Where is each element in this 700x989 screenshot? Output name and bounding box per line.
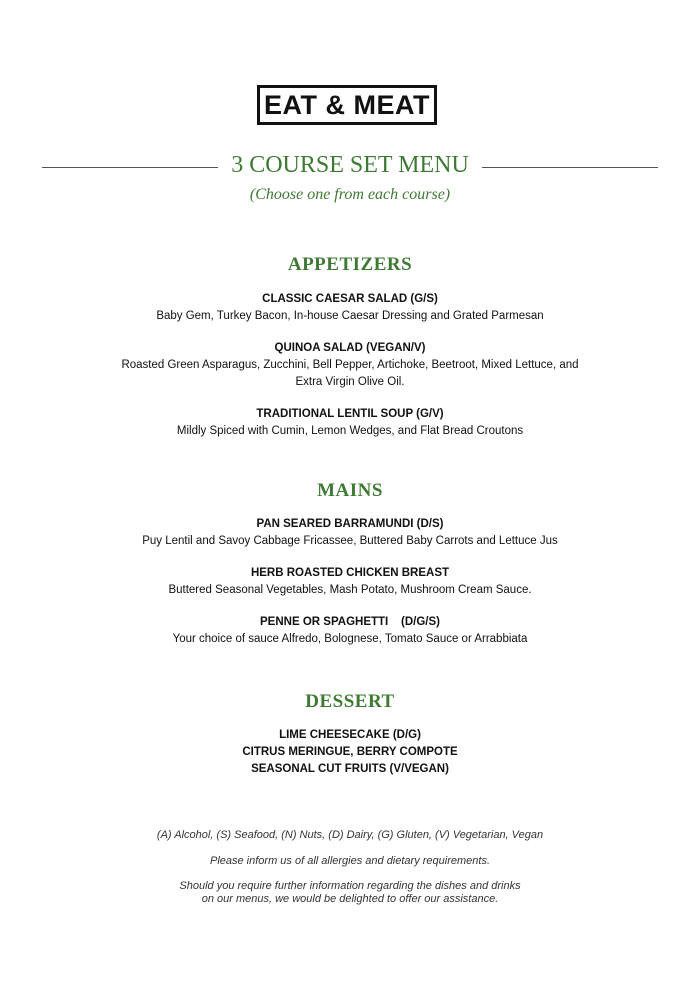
dish-name: PAN SEARED BARRAMUNDI (D/S) [256, 518, 444, 530]
info-notice-line1: Should you require further information regarding the dishes and drinks [179, 880, 521, 892]
logo: EAT & MEAT [257, 85, 437, 125]
dish-name: TRADITIONAL LENTIL SOUP (G/V) [256, 408, 444, 420]
page-title: 3 COURSE SET MENU [231, 152, 469, 178]
dish-description: Roasted Green Asparagus, Zucchini, Bell Pepper, Artichoke, Beetroot, Mixed Lettuce, and [121, 359, 579, 371]
allergy-notice: Please inform us of all allergies and dietary requirements. [209, 855, 491, 867]
section-heading-mains: MAINS [317, 480, 383, 501]
dessert-item: CITRUS MERINGUE, BERRY COMPOTE [242, 746, 458, 758]
dessert-item: LIME CHEESECAKE (D/G) [279, 729, 421, 741]
dish-description: Baby Gem, Turkey Bacon, In-house Caesar Dressing and Grated Parmesan [156, 310, 544, 322]
dish-description: Your choice of sauce Alfredo, Bolognese, Tomato Sauce or Arrabbiata [172, 633, 528, 645]
info-notice-line2: on our menus, we would be delighted to offer our assistance. [201, 893, 499, 905]
dish-name: PENNE OR SPAGHETTI (D/G/S) [260, 616, 440, 628]
dish-name: QUINOA SALAD (VEGAN/V) [274, 342, 426, 354]
page-subtitle: (Choose one from each course) [249, 186, 451, 203]
dish-name: CLASSIC CAESAR SALAD (G/S) [262, 293, 438, 305]
dish-name: HERB ROASTED CHICKEN BREAST [250, 567, 450, 579]
dietary-legend: (A) Alcohol, (S) Seafood, (N) Nuts, (D) Dairy, (G) Gluten, (V) Vegetarian, Vegan [156, 829, 544, 841]
section-heading-appetizers: APPETIZERS [287, 254, 413, 275]
section-heading-dessert: DESSERT [305, 691, 395, 712]
dish-description: Puy Lentil and Savoy Cabbage Fricassee, Buttered Baby Carrots and Lettuce Jus [142, 535, 558, 547]
dish-description: Mildly Spiced with Cumin, Lemon Wedges, and Flat Bread Croutons [176, 425, 524, 437]
dish-description: Buttered Seasonal Vegetables, Mash Potato, Mushroom Cream Sauce. [168, 584, 532, 596]
dessert-item: SEASONAL CUT FRUITS (V/VEGAN) [251, 763, 449, 775]
dish-description: Extra Virgin Olive Oil. [295, 376, 405, 388]
